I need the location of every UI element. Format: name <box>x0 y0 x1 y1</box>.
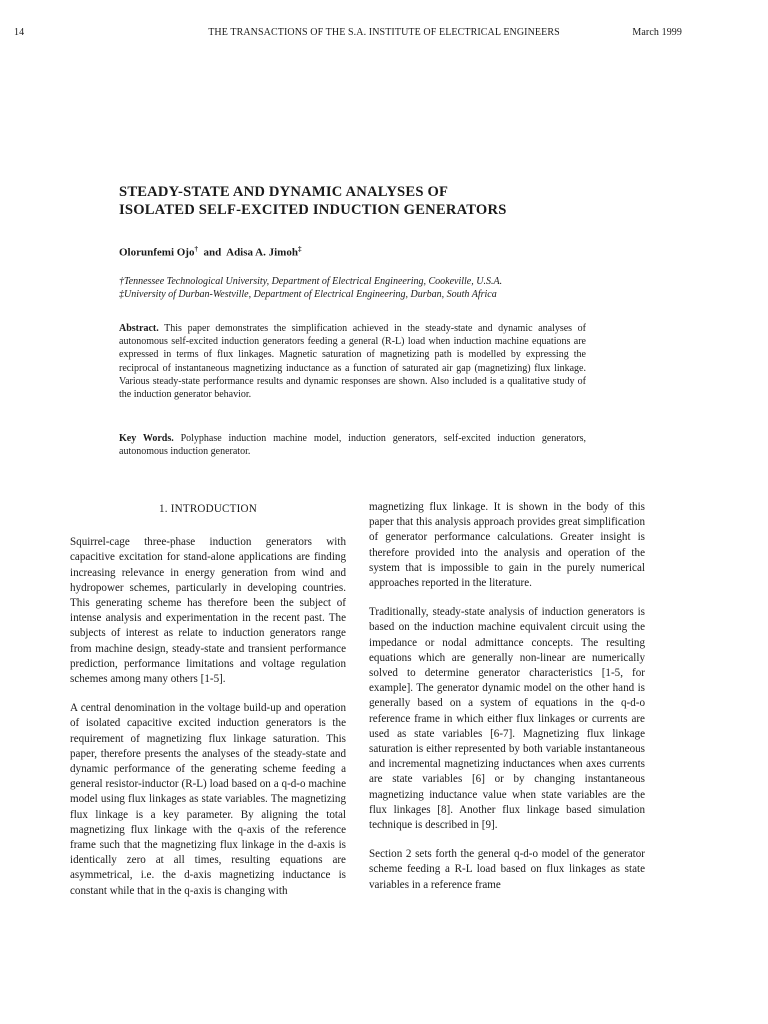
abstract-text: This paper demonstrates the simplification achieved in the steady-state and dynamic analyses of autonomous self-excited induction generators feeding a general (R-L) load when induction machine equations are expressed in terms of flux linkages. Magnetic saturation of magnetizing path is modelled by expressing the reciprocal of instantaneous magnetizing inductance as a function of saturated air gap (magnetizing) flux linkage. Various steady-state performance results and dynamic responses are shown. Also included is a qualitative study of the induction generator behavior. <box>119 323 586 401</box>
section-heading-introduction: 1. INTRODUCTION <box>159 503 257 515</box>
paragraph: Section 2 sets forth the general q-d-o model of the generator scheme feeding a R-L load based on flux linkages as state variables in a reference frame <box>369 848 645 891</box>
affiliation-1: †Tennessee Technological University, Department of Electrical Engineering, Cookeville, U.S.A. <box>119 276 503 287</box>
author-1-mark: † <box>194 245 198 253</box>
paragraph: Traditionally, steady-state analysis of induction generators is based on the induction machine equivalent circuit using the impedance or nodal admittance concepts. The resulting equations which are generally non-linear are numerically solved to determine generator characteristics [1-5, for example]. The generator dynamic model on the other hand is generally based on a system of equations in the q-d-o reference frame in which either flux linkages or currents are used as state variables [6-7]. Magnetizing flux linkage saturation is either represented by both variable instantaneous and incremental magnetizing inductances when axes currents are state variables [6] or by changing instantaneous magnetizing inductance value when state variables are the flux linkages [8]. Another flux linkage based simulation technique is described in [9]. <box>369 606 645 832</box>
page-number: 14 <box>14 27 25 38</box>
author-list <box>119 245 301 259</box>
title-line-1: STEADY-STATE AND DYNAMIC ANALYSES OF <box>119 184 449 200</box>
author-joiner: and <box>203 246 222 259</box>
affiliation-2: ‡University of Durban-Westville, Department of Electrical Engineering, Durban, South Africa <box>119 289 497 300</box>
author-2: Adisa A. Jimoh <box>226 246 298 259</box>
keywords-label: Key Words. <box>119 433 174 444</box>
paragraph: Squirrel-cage three-phase induction generators with capacitive excitation for stand-alone applications are finding increasing relevance in energy generation from wind and hydropower schemes, particularly in developing countries. This generating scheme has therefore been the subject of intense analysis and experimentation in the recent past. The subjects of interest as relate to induction generators range from machine design, steady-state and transient performance prediction, performance limitations and voltage regulation schemes among many others [1-5]. <box>70 536 346 686</box>
keywords <box>119 432 586 458</box>
paragraph: magnetizing flux linkage. It is shown in the body of this paper that this analysis approach provides great simplification of generator performance calculations. Greater insight is therefore provided into the analysis and operation of the system that is impossible to gain in the purely numerical approaches reported in the literature. <box>369 501 645 590</box>
paper-title <box>119 183 719 219</box>
keywords-text: Polyphase induction machine model, induction generators, self-excited induction generators, autonomous induction generator. <box>119 433 586 458</box>
left-column <box>70 500 346 913</box>
title-line-2: ISOLATED SELF-EXCITED INDUCTION GENERATORS <box>119 202 507 218</box>
journal-running-header: THE TRANSACTIONS OF THE S.A. INSTITUTE OF ELECTRICAL ENGINEERS <box>208 27 560 38</box>
author-1: Olorunfemi Ojo <box>119 246 195 259</box>
abstract <box>119 322 586 401</box>
issue-date: March 1999 <box>632 27 682 38</box>
abstract-label: Abstract. <box>119 323 159 334</box>
author-2-mark: ‡ <box>297 245 302 253</box>
paragraph: A central denomination in the voltage build-up and operation of isolated capacitive excited induction generators is the requirement of magnetizing flux linkage saturation. This paper, therefore presents the analyses of the steady-state and dynamic performance of the generating scheme feeding a general resistor-inductor (R-L) load based on a q-d-o machine model using flux linkages as state variables. The magnetizing flux linkage is a key parameter. By aligning the total magnetizing flux linkage with the q-axis of the reference frame such that the magnetizing flux linkage in the d-axis is identically zero at all times, resulting equations are asymmetrical, i.e. the d-axis magnetizing inductance is constant while that in the q-axis is changing with <box>70 702 346 897</box>
right-column <box>369 500 645 907</box>
affiliations <box>119 275 719 301</box>
